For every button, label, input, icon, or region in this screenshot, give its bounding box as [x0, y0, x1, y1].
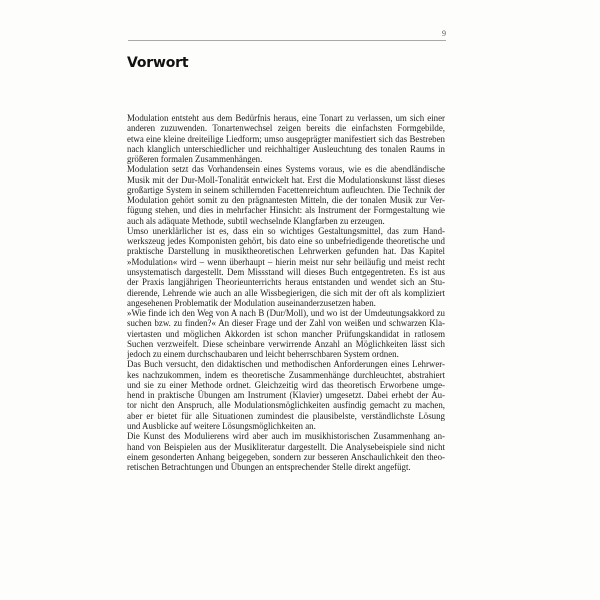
text-line: und sie zu einer Methode ordnet. Gleichzeitig wird das theoretisch Erworbene umge-	[127, 379, 445, 390]
text-line: »Wie finde ich den Weg von A nach B (Dur/Moll), und wo ist der Umdeutungsakkord zu	[127, 308, 445, 319]
text-line: retischen Betrachtungen und Übungen an entsprechender Stelle direkt angefügt.	[127, 462, 411, 473]
text-line: Umso unerklärlicher ist es, dass ein so wichtiges Gestaltungsmittel, das zum Hand-	[127, 225, 445, 236]
chapter-title: Vorwort	[127, 55, 189, 71]
body-text	[127, 113, 445, 472]
text-line: Die Kunst des Modulierens wird aber auch im musikhistorischen Zusammenhang an-	[127, 431, 445, 442]
page-number: 9	[442, 29, 446, 38]
text-line: Modulation setzt das Vorhandensein eines Systems voraus, wie es die abendländische	[127, 164, 445, 175]
text-line: Suchen verzweifelt. Diese scheinbare verwirrende Anzahl an Möglichkeiten lässt sich	[127, 338, 445, 349]
text-line: aber er bietet für alle Situationen zumindest die plausibelste, verständlichste Lösung	[127, 410, 445, 421]
text-line: Musik mit der Dur-Moll-Tonalität entwickelt hat. Erst die Modulationskunst lässt dieses	[127, 174, 445, 185]
paragraph	[127, 359, 445, 431]
text-line: Das Buch versucht, den didaktischen und methodischen Anforderungen eines Lehrwer-	[127, 359, 445, 370]
text-line: großartige System in seinem schillernden Facettenreichtum aufleuchten. Die Technik der	[127, 184, 445, 195]
text-line: und Ausblicke auf weitere Lösungsmöglichkeiten an.	[127, 420, 316, 431]
text-line: hand von Beispielen aus der Musikliteratur dargestellt. Die Analysebeispiele sind nicht	[127, 441, 445, 452]
text-line: »Modulation« wird – wenn überhaupt – hierin meist nur sehr beiläufig und meist recht	[127, 256, 445, 267]
text-line: anderen zuzuwenden. Tonartenwechsel zeigen bereits die einfachsten Formgebilde,	[127, 123, 445, 134]
text-line: hend in praktische Übungen am Instrument (Klavier) umgesetzt. Dabei erhebt der Au-	[127, 390, 445, 401]
text-line: angesehenen Problematik der Modulation auseinanderzusetzen haben.	[127, 297, 376, 308]
text-line: werkszeug jedes Komponisten gehört, bis dato eine so unbefriedigende theoretische und	[127, 236, 445, 247]
text-line: viertasten und möglichen Akkorden ist schon mancher Prüfungskandidat in ratlosem	[127, 328, 445, 339]
paragraph	[127, 308, 445, 359]
text-line: Modulation gehört somit zu den prägnantesten Mitteln, die der tonalen Musik zur Ver-	[127, 195, 445, 206]
text-line: auch als adäquate Methode, subtil wechselnde Klangfarben zu erzeugen.	[127, 215, 385, 226]
text-line: tor nicht den Anspruch, alle Modulationsmöglichkeiten ausfindig gemacht zu machen,	[127, 400, 445, 411]
paragraph	[127, 431, 445, 472]
text-line: jedoch zu einem durchschaubaren und leicht beherrschbaren System ordnen.	[127, 349, 399, 360]
text-line: einem gesonderten Anhang beigegeben, sondern zur besseren Anschaulichkeit den theo-	[127, 451, 445, 462]
text-line: Modulation entsteht aus dem Bedürfnis heraus, eine Tonart zu verlassen, um sich einer	[127, 113, 445, 123]
text-line: größeren formalen Zusammenhängen.	[127, 154, 263, 165]
paragraph	[127, 113, 445, 164]
text-line: dierende, Lehrende wie auch an alle Wissbegierigen, die sich mit der oft als kompliziert	[127, 287, 445, 298]
text-line: fügung stehen, und dies in mehrfacher Hinsicht: als Instrument der Formgestaltung wie	[127, 205, 445, 216]
paragraph	[127, 226, 445, 308]
text-line: etwa eine kleine dreiteilige Liedform; umso ausgeprägter manifestiert sich das Bestreben	[127, 133, 445, 144]
text-line: der Praxis langjährigen Theorieunterrichts heraus entstanden und wendet sich an Stu-	[127, 277, 445, 288]
text-line: praktische Darstellung in musiktheoretischen Lehrwerken gefunden hat. Das Kapitel	[127, 246, 445, 257]
text-line: kes nachzukommen, indem es theoretische Zusammenhänge durchleuchtet, abstrahiert	[127, 369, 445, 380]
text-line: nach klanglich unterschiedlicher und reichhaltiger Ausleuchtung des tonalen Raums in	[127, 143, 445, 154]
paragraph	[127, 164, 445, 226]
text-line: suchen bzw. zu finden?« An dieser Frage und der Zahl von weißen und schwarzen Kla-	[127, 318, 445, 329]
header-rule	[128, 40, 446, 41]
text-line: unsystematisch dargestellt. Dem Missstand will dieses Buch entgegentreten. Es ist aus	[127, 266, 445, 277]
